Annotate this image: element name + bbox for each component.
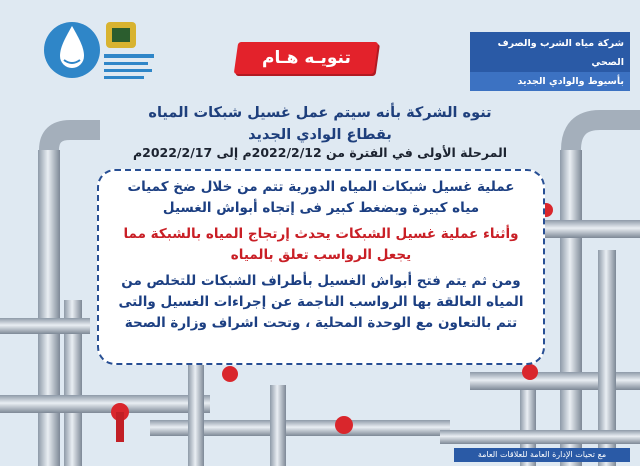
schedule-period: المرحلة الأولى في الفترة من 2022/2/12م إلى 2022/2/17م [132,145,508,160]
company-name-line1: شركة مياه الشرب والصرف الصحي [497,38,624,68]
company-name-line2: بأسيوط والوادي الجديد [470,72,630,91]
important-notice-badge [234,42,378,74]
footer-signature: مع تحيات الإدارة العامة للعلاقات العامة [454,448,630,462]
heading-line1: تنوه الشركة بأنه سيتم عمل غسيل شبكات المياه [148,105,492,121]
announcement-heading [70,102,570,146]
body-paragraph-3: ومن ثم يتم فتح أبواش الغسيل بأطراف الشبكات للتخلص من المياه العالقة بها الرواسب الناجمة عن إجراءات الغسيل والتى تتم بالتعاون مع الوحدة المحلية ، وتحت اشراف وزارة الصحة [118,273,524,331]
body-paragraph-2: وأثناء عملية غسيل الشبكات يحدث إرتجاج المياه بالشبكة مما يجعل الرواسب تعلق بالمياه [123,226,519,263]
heading-line2: بقطاع الوادي الجديد [248,127,392,143]
body-paragraph-1: عملية غسيل شبكات المياه الدورية تتم من خلال ضخ كميات مياه كبيرة وبضغط كبير فى إتجاه أبواش الغسيل [127,179,515,216]
badge-label: تنويـه هـام [261,48,351,68]
company-logo [42,10,160,94]
company-name-box [470,32,630,87]
notice-card [97,169,545,365]
